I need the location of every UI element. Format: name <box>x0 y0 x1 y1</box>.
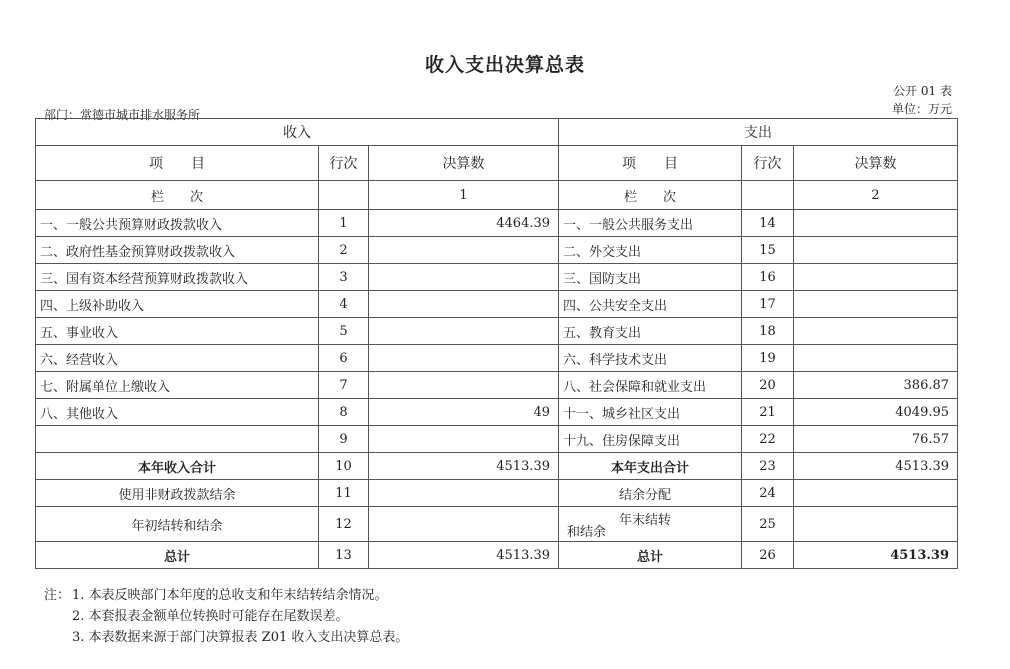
expense-row-no: 22 <box>742 426 794 453</box>
table-row-year-total <box>36 453 958 480</box>
income-col-number: 1 <box>369 181 559 210</box>
expense-item-label: 二、外交支出 <box>559 237 742 264</box>
expense-item-label: 五、教育支出 <box>559 318 742 345</box>
income-row-no: 3 <box>319 264 369 291</box>
income-item-label: 八、其他收入 <box>36 399 319 426</box>
page-title: 收入支出决算总表 <box>424 54 585 76</box>
table-row <box>36 264 958 291</box>
expense-row-no: 17 <box>742 291 794 318</box>
income-value <box>369 345 559 372</box>
expense-row-no: 20 <box>742 372 794 399</box>
nonfin-balance-value <box>369 480 559 507</box>
income-year-total-label: 本年收入合计 <box>36 453 319 480</box>
income-grand-total-value: 4513.39 <box>369 542 559 569</box>
balance-distribution-no: 24 <box>742 480 794 507</box>
income-value <box>369 264 559 291</box>
expense-value: 76.57 <box>794 426 958 453</box>
nonfin-balance-no: 11 <box>319 480 369 507</box>
income-item-label: 二、政府性基金预算财政拨款收入 <box>36 237 319 264</box>
carry-in-label: 年初结转和结余 <box>36 507 319 542</box>
table-body <box>36 210 958 453</box>
income-row-no: 5 <box>319 318 369 345</box>
form-number: 公开 01 表 <box>893 84 952 98</box>
income-row-no: 1 <box>319 210 369 237</box>
income-year-total-value: 4513.39 <box>369 453 559 480</box>
table-row <box>36 399 958 426</box>
expense-grand-total-value: 4513.39 <box>794 542 958 569</box>
income-item-label: 一、一般公共预算财政拨款收入 <box>36 210 319 237</box>
expense-row-no: 18 <box>742 318 794 345</box>
income-item-label: 七、附属单位上缴收入 <box>36 372 319 399</box>
income-amount-header: 决算数 <box>369 146 559 181</box>
expense-item-label: 一、一般公共服务支出 <box>559 210 742 237</box>
table-row <box>36 318 958 345</box>
income-grand-total-label: 总计 <box>36 542 319 569</box>
expense-row-no: 16 <box>742 264 794 291</box>
income-value <box>369 372 559 399</box>
carry-in-value <box>369 507 559 542</box>
expense-year-total-no: 23 <box>742 453 794 480</box>
expense-value <box>794 264 958 291</box>
unit-label: 单位：万元 <box>891 102 952 116</box>
expense-item-header: 项 目 <box>559 146 742 181</box>
summary-table <box>35 118 958 569</box>
income-row-no: 9 <box>319 426 369 453</box>
income-value <box>369 426 559 453</box>
note-item: 1. 本表反映部门本年度的总收支和年末结转结余情况。 <box>72 588 388 603</box>
expense-section-header: 支出 <box>559 119 958 146</box>
table-row <box>36 291 958 318</box>
table-row <box>36 210 958 237</box>
income-value: 4464.39 <box>369 210 559 237</box>
table-row <box>36 345 958 372</box>
table-row <box>36 237 958 264</box>
carry-out-no: 25 <box>742 507 794 542</box>
income-value <box>369 237 559 264</box>
expense-item-label: 八、社会保障和就业支出 <box>559 372 742 399</box>
expense-row-no: 19 <box>742 345 794 372</box>
expense-year-total-value: 4513.39 <box>794 453 958 480</box>
expense-row-no: 21 <box>742 399 794 426</box>
table-row-grand-total <box>36 542 958 569</box>
carry-out-label-line1: 年末结转 <box>619 513 672 528</box>
income-value: 49 <box>369 399 559 426</box>
income-value <box>369 291 559 318</box>
notes-prefix: 注： <box>44 588 71 603</box>
income-row-no: 7 <box>319 372 369 399</box>
carry-out-label-line2: 和结余 <box>567 525 607 540</box>
expense-value: 386.87 <box>794 372 958 399</box>
expense-value <box>794 345 958 372</box>
expense-value <box>794 318 958 345</box>
income-row-no: 6 <box>319 345 369 372</box>
expense-value <box>794 237 958 264</box>
table-row <box>36 372 958 399</box>
table-row <box>36 426 958 453</box>
expense-grand-total-no: 26 <box>742 542 794 569</box>
income-item-label: 四、上级补助收入 <box>36 291 319 318</box>
income-row-no: 2 <box>319 237 369 264</box>
expense-value <box>794 291 958 318</box>
expense-grand-total-label: 总计 <box>559 542 742 569</box>
carry-out-value <box>794 507 958 542</box>
expense-col-number: 2 <box>794 181 958 210</box>
table-row-nonfin <box>36 480 958 507</box>
income-item-label <box>36 426 319 453</box>
expense-value <box>794 210 958 237</box>
income-item-label: 六、经营收入 <box>36 345 319 372</box>
expense-row-no: 15 <box>742 237 794 264</box>
carry-out-label <box>559 507 742 542</box>
income-rowno-header: 行次 <box>319 146 369 181</box>
expense-amount-header: 决算数 <box>794 146 958 181</box>
department-label: 部门：常德市城市排水服务所 <box>44 108 201 122</box>
nonfin-balance-label: 使用非财政拨款结余 <box>36 480 319 507</box>
expense-item-label: 三、国防支出 <box>559 264 742 291</box>
income-lanci-label: 栏 次 <box>36 181 319 210</box>
expense-lanci-label: 栏 次 <box>559 181 742 210</box>
balance-distribution-value <box>794 480 958 507</box>
income-item-label: 三、国有资本经营预算财政拨款收入 <box>36 264 319 291</box>
expense-value: 4049.95 <box>794 399 958 426</box>
expense-item-label: 六、科学技术支出 <box>559 345 742 372</box>
income-item-header: 项 目 <box>36 146 319 181</box>
expense-item-label: 十一、城乡社区支出 <box>559 399 742 426</box>
expense-rowno-header: 行次 <box>742 146 794 181</box>
income-row-no: 4 <box>319 291 369 318</box>
income-grand-total-no: 13 <box>319 542 369 569</box>
carry-in-no: 12 <box>319 507 369 542</box>
note-item: 2. 本套报表金额单位转换时可能存在尾数误差。 <box>72 609 349 624</box>
income-item-label: 五、事业收入 <box>36 318 319 345</box>
note-item: 3. 本表数据来源于部门决算报表 Z01 收入支出决算总表。 <box>72 630 409 645</box>
expense-year-total-label: 本年支出合计 <box>559 453 742 480</box>
expense-item-label: 四、公共安全支出 <box>559 291 742 318</box>
table-row-carryover <box>36 507 958 542</box>
expense-row-no: 14 <box>742 210 794 237</box>
balance-distribution-label: 结余分配 <box>559 480 742 507</box>
income-section-header: 收入 <box>36 119 559 146</box>
income-value <box>369 318 559 345</box>
notes-section <box>44 585 408 648</box>
expense-item-label: 十九、住房保障支出 <box>559 426 742 453</box>
income-year-total-no: 10 <box>319 453 369 480</box>
income-row-no: 8 <box>319 399 369 426</box>
